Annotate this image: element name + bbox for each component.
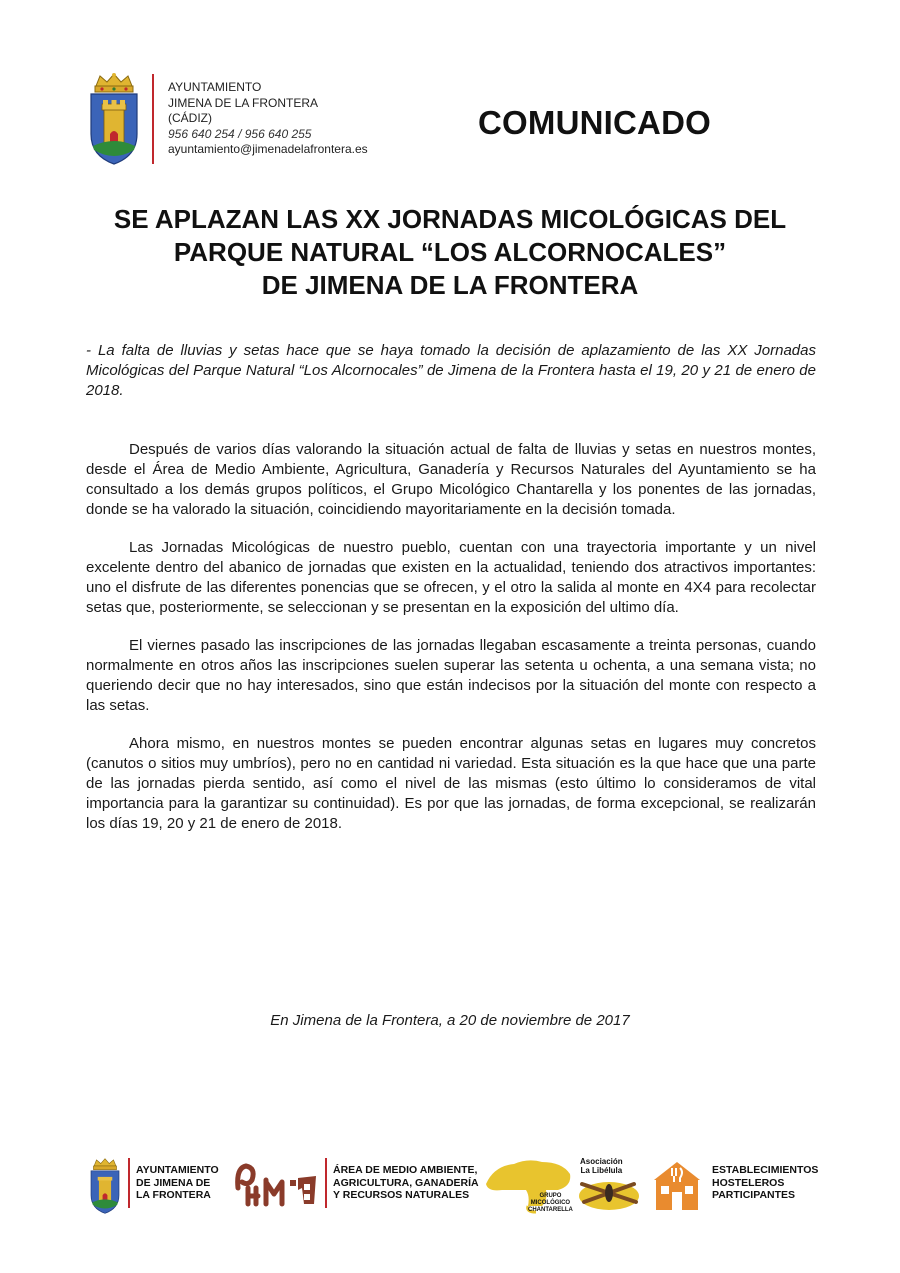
org-line-3: (CÁDIZ): [168, 111, 212, 125]
municipal-crest-logo: [86, 72, 142, 166]
footer-asociacion-line-2: La Libélula: [580, 1166, 623, 1175]
organization-info: [168, 80, 368, 158]
footer-ayuntamiento-line-3: LA FRONTERA: [136, 1189, 211, 1201]
footer-area: [333, 1164, 479, 1202]
footer-asociacion-line-1: Asociación: [580, 1157, 623, 1166]
footer-grupo: [528, 1193, 573, 1214]
body-paragraph-2: Las Jornadas Micológicas de nuestro pueblo, cuentan con una trayectoria importante y un nivel excelente dentro del abanico de jornadas que existen en la actualidad, teniendo dos atractivos importantes: uno el disfrute de las diferentes ponencias que se ofrecen, y el otro la salida al monte en 4X4 para recolectar setas que, posteriormente, se seleccionan y se presentan en la exposición del ultimo día.: [86, 539, 816, 616]
footer-logos: [0, 1152, 900, 1222]
lead-summary: - La falta de lluvias y setas hace que se haya tomado la decisión de aplazamiento de las XX Jornadas Micológicas del Parque Natural “Los Alcornocales” de Jimena de la Frontera hasta el 19, 20 y 21 de enero de 2018.: [86, 342, 816, 399]
footer-establecimientos-line-2: HOSTELEROS: [712, 1176, 785, 1189]
crown-icon: [95, 73, 133, 92]
org-phone: 956 640 254 / 956 640 255: [168, 126, 312, 141]
footer-establecimientos: [712, 1164, 818, 1202]
footer-ayuntamiento-line-1: AYUNTAMIENTO: [136, 1164, 219, 1176]
org-line-1: AYUNTAMIENTO: [168, 80, 262, 94]
restaurant-building-icon: [650, 1158, 704, 1212]
title-line-1: SE APLAZAN LAS XX JORNADAS MICOLÓGICAS DEL: [113, 204, 787, 234]
title-line-2: PARQUE NATURAL “LOS ALCORNOCALES”: [173, 237, 727, 267]
footer-asociacion: [580, 1157, 623, 1175]
footer-divider-1: [128, 1158, 130, 1208]
footer-grupo-line-1: GRUPO: [539, 1193, 562, 1199]
area-medio-ambiente-logo: [232, 1158, 320, 1210]
footer-ayuntamiento-line-2: DE JIMENA DE: [136, 1176, 211, 1189]
footer-grupo-line-3: CHANTARELLA: [528, 1207, 573, 1213]
footer-divider-2: [325, 1158, 327, 1208]
footer-area-line-3: Y RECURSOS NATURALES: [333, 1189, 470, 1201]
press-release-title: [60, 203, 840, 302]
body-paragraph-1: Después de varios días valorando la situación actual de falta de lluvias y setas en nuestros montes, desde el Área de Medio Ambiente, Agricultura, Ganadería y Recursos Naturales del Ayuntamiento se ha consultado a los demás grupos políticos, el Grupo Micológico Chantarella y los ponentes de las jornadas, donde se ha valorado la situación, coincidiendo mayoritariamente en la decisión tomada.: [86, 441, 816, 518]
dragonfly-logo-icon: [576, 1176, 642, 1212]
body-paragraph-4: Ahora mismo, en nuestros montes se pueden encontrar algunas setas en lugares muy concretos (canutos o sitios muy umbríos), pero no en cantidad ni variedad. Esta situación es la que hace que una parte de las jornadas pierda sentido, así como el nivel de las mismas (esto último lo consideramos de vital importancia para la garantizar su continuidad). Es por que las jornadas, de forma excepcional, se realizarán los días 19, 20 y 21 de enero de 2018.: [86, 735, 816, 832]
footer-establecimientos-line-3: PARTICIPANTES: [712, 1189, 796, 1201]
footer-area-line-1: ÁREA DE MEDIO AMBIENTE,: [333, 1164, 478, 1176]
body-paragraph-3: El viernes pasado las inscripciones de las jornadas llegaban escasamente a treinta personas, cuando normalmente en otros años las inscripciones suelen superar las setenta u ochenta, a una semana vista; no queriendo decir que no hay interesados, sino que están indecisos por la situación del monte con respecto a las setas.: [86, 637, 816, 714]
header-divider: [152, 74, 154, 164]
title-line-3: DE JIMENA DE LA FRONTERA: [261, 270, 639, 300]
footer-grupo-line-2: MICOLÓGICO: [530, 1200, 571, 1206]
footer-ayuntamiento: [136, 1164, 219, 1202]
footer-establecimientos-line-1: ESTABLECIMIENTOS: [712, 1164, 819, 1176]
place-and-date: En Jimena de la Frontera, a 20 de noviembre de 2017: [270, 1012, 630, 1029]
document-type-heading: COMUNICADO: [478, 104, 711, 141]
org-line-2: JIMENA DE LA FRONTERA: [168, 95, 319, 110]
footer-area-line-2: AGRICULTURA, GANADERÍA: [333, 1176, 479, 1189]
org-email[interactable]: ayuntamiento@jimenadelafrontera.es: [168, 142, 368, 156]
body-text: [86, 440, 816, 852]
municipal-crest-small-logo: [88, 1156, 122, 1216]
